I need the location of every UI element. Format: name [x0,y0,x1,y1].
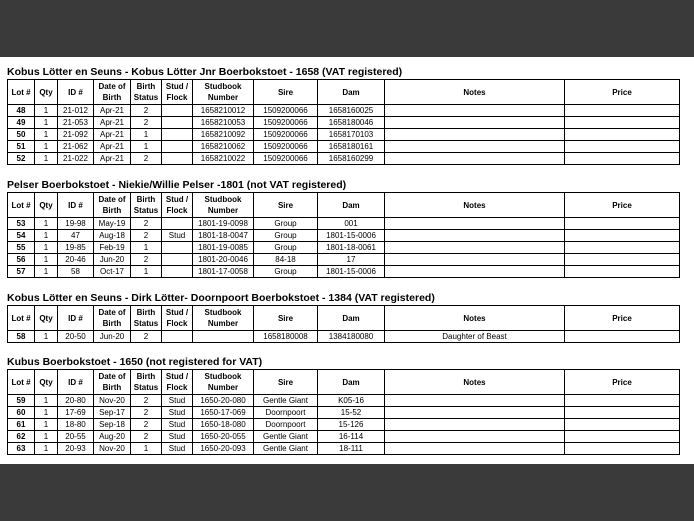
table-cell: 2 [131,407,162,419]
table-cell: 1 [131,141,162,153]
table-cell: 1658180046 [318,117,385,129]
table-cell [565,443,680,455]
table-cell [565,117,680,129]
table-cell: Nov-20 [94,443,131,455]
table-cell: 56 [8,254,35,266]
table-cell: 1658210022 [193,153,254,165]
column-header: ID # [58,370,94,395]
column-header: Qty [35,370,58,395]
table-cell: 1509200066 [254,117,318,129]
table-cell: Stud [162,407,193,419]
table-cell: 1 [35,331,58,343]
table-cell [193,331,254,343]
table-cell: 1 [35,153,58,165]
table-cell: 17 [318,254,385,266]
table-cell: 1509200066 [254,129,318,141]
table-cell: 1658160299 [318,153,385,165]
table-cell: 1 [131,266,162,278]
table-cell: 47 [58,230,94,242]
header-row [8,80,680,105]
table-cell: May-19 [94,218,131,230]
table-cell [565,395,680,407]
column-header: Qty [35,193,58,218]
column-header: Lot # [8,370,35,395]
table-cell [385,153,565,165]
table-cell: Group [254,266,318,278]
table-cell: Aug-18 [94,230,131,242]
table-cell [565,129,680,141]
table-cell: 1 [131,129,162,141]
lot-table [7,369,680,455]
table-cell: 21-022 [58,153,94,165]
table-cell: 1801-20-0046 [193,254,254,266]
table-cell: 2 [131,230,162,242]
table-cell: Sep-17 [94,407,131,419]
table-cell: 1509200066 [254,153,318,165]
table-cell: 52 [8,153,35,165]
table-cell: 001 [318,218,385,230]
table-cell: 1658210012 [193,105,254,117]
table-cell [385,407,565,419]
table-cell: 2 [131,117,162,129]
lot-row [8,218,680,230]
table-cell: 1 [35,443,58,455]
table-cell: 1801-19-0098 [193,218,254,230]
column-header: Studbook Number [193,370,254,395]
table-cell: 21-012 [58,105,94,117]
table-cell: 84-18 [254,254,318,266]
column-header: Sire [254,193,318,218]
table-cell: 21-092 [58,129,94,141]
column-header: Date of Birth [94,80,131,105]
table-cell: 1801-17-0058 [193,266,254,278]
table-cell [385,242,565,254]
table-cell [162,153,193,165]
table-cell: Doornpoort [254,419,318,431]
column-header: Dam [318,370,385,395]
table-cell: 1658160025 [318,105,385,117]
table-cell: 51 [8,141,35,153]
header-row [8,370,680,395]
lot-row [8,431,680,443]
table-cell [162,129,193,141]
column-header: ID # [58,193,94,218]
table-cell: 1 [35,230,58,242]
column-header: Price [565,306,680,331]
table-cell: 1 [35,431,58,443]
table-cell: 1801-15-0006 [318,266,385,278]
table-cell: 1801-19-0085 [193,242,254,254]
table-cell: 21-062 [58,141,94,153]
table-cell: 19-85 [58,242,94,254]
table-cell: 2 [131,395,162,407]
table-cell: Doornpoort [254,407,318,419]
lot-row [8,153,680,165]
table-cell: 1658210092 [193,129,254,141]
table-cell: 1658210053 [193,117,254,129]
table-cell: 15-52 [318,407,385,419]
table-cell: 18-111 [318,443,385,455]
table-cell [385,129,565,141]
column-header: Studbook Number [193,193,254,218]
column-header: Date of Birth [94,306,131,331]
table-cell [565,331,680,343]
column-header: Notes [385,80,565,105]
section-title: Kobus Lötter en Seuns - Dirk Lötter- Doornpoort Boerbokstoet - 1384 (VAT registered) [7,292,435,304]
table-cell: 17-69 [58,407,94,419]
table-cell: Nov-20 [94,395,131,407]
column-header: ID # [58,306,94,331]
lot-row [8,117,680,129]
table-cell: 57 [8,266,35,278]
table-cell: 21-053 [58,117,94,129]
lot-table [7,192,680,278]
table-cell: 1 [35,242,58,254]
table-cell: 55 [8,242,35,254]
table-cell [565,419,680,431]
catalogue-page [0,57,694,464]
table-cell [385,254,565,266]
column-header: Notes [385,370,565,395]
table-cell: 20-50 [58,331,94,343]
column-header: Date of Birth [94,193,131,218]
column-header: Price [565,80,680,105]
column-header: Birth Status [131,80,162,105]
lot-row [8,331,680,343]
table-cell: 20-46 [58,254,94,266]
lot-table [7,79,680,165]
table-cell: 2 [131,331,162,343]
table-cell: 58 [58,266,94,278]
table-cell: 1650-20-093 [193,443,254,455]
table-cell: Oct-17 [94,266,131,278]
table-cell: 1 [35,218,58,230]
table-cell [385,419,565,431]
table-cell: Group [254,218,318,230]
table-cell [565,254,680,266]
header-row [8,306,680,331]
table-cell [162,331,193,343]
table-cell: 16-114 [318,431,385,443]
column-header: Lot # [8,193,35,218]
table-cell [385,443,565,455]
table-cell: 61 [8,419,35,431]
section-title: Pelser Boerbokstoet - Niekie/Willie Pelser -1801 (not VAT registered) [7,179,347,191]
table-cell: 1 [35,129,58,141]
table-cell: Gentle Giant [254,443,318,455]
table-cell: 1801-15-0006 [318,230,385,242]
column-header: Sire [254,306,318,331]
table-cell: 49 [8,117,35,129]
section-title: Kubus Boerbokstoet - 1650 (not registered for VAT) [7,356,263,368]
table-cell: Apr-21 [94,141,131,153]
table-cell [565,153,680,165]
table-cell [385,218,565,230]
table-cell: Jun-20 [94,331,131,343]
table-cell: 1658170103 [318,129,385,141]
lot-row [8,242,680,254]
lot-row [8,141,680,153]
table-cell [162,141,193,153]
table-cell: 1658180008 [254,331,318,343]
column-header: Stud / Flock [162,193,193,218]
lot-table [7,305,680,343]
table-cell: 1 [131,443,162,455]
column-header: Birth Status [131,370,162,395]
table-cell: Apr-21 [94,105,131,117]
table-cell: K05-16 [318,395,385,407]
table-cell: Apr-21 [94,117,131,129]
table-cell: 1 [35,117,58,129]
column-header: Sire [254,80,318,105]
table-cell: 58 [8,331,35,343]
table-cell: Jun-20 [94,254,131,266]
table-cell [162,242,193,254]
table-cell: 1509200066 [254,141,318,153]
column-header: Dam [318,306,385,331]
table-cell [565,230,680,242]
table-cell: 1801-18-0047 [193,230,254,242]
table-cell: 60 [8,407,35,419]
column-header: Dam [318,193,385,218]
table-cell [565,431,680,443]
table-cell: 62 [8,431,35,443]
table-cell [162,266,193,278]
table-cell: 1 [35,395,58,407]
column-header: Dam [318,80,385,105]
column-header: Birth Status [131,193,162,218]
table-cell: 1658180161 [318,141,385,153]
table-cell: 2 [131,419,162,431]
table-cell: 19-98 [58,218,94,230]
table-cell: 20-55 [58,431,94,443]
table-cell: 1384180080 [318,331,385,343]
table-cell: 1 [35,254,58,266]
table-cell: 1 [131,242,162,254]
column-header: Lot # [8,80,35,105]
lot-row [8,129,680,141]
table-cell [385,266,565,278]
table-cell: Feb-19 [94,242,131,254]
lot-row [8,254,680,266]
table-cell: 1 [35,407,58,419]
table-cell: 2 [131,105,162,117]
table-cell: Stud [162,395,193,407]
table-cell [385,230,565,242]
table-cell: Apr-21 [94,129,131,141]
table-cell: 2 [131,218,162,230]
table-cell [385,105,565,117]
table-cell [385,431,565,443]
table-cell: 53 [8,218,35,230]
table-cell: 1 [35,105,58,117]
table-cell: 54 [8,230,35,242]
table-cell [385,141,565,153]
table-cell: 1650-18-080 [193,419,254,431]
column-header: Studbook Number [193,80,254,105]
table-cell: 59 [8,395,35,407]
lot-row [8,230,680,242]
table-cell [385,395,565,407]
lot-row [8,443,680,455]
column-header: Birth Status [131,306,162,331]
table-cell [565,242,680,254]
table-cell: 1 [35,266,58,278]
section-doornpoort [7,291,679,343]
table-cell [565,266,680,278]
table-cell: Group [254,230,318,242]
column-header: Stud / Flock [162,306,193,331]
table-cell: 1650-20-080 [193,395,254,407]
table-cell: 20-80 [58,395,94,407]
column-header: Stud / Flock [162,80,193,105]
table-cell: 1801-18-0061 [318,242,385,254]
column-header: Price [565,370,680,395]
table-cell: Stud [162,230,193,242]
table-cell: 1509200066 [254,105,318,117]
table-cell: 1 [35,419,58,431]
table-cell: 18-80 [58,419,94,431]
table-cell: 2 [131,431,162,443]
table-cell: 1650-17-069 [193,407,254,419]
lot-row [8,266,680,278]
table-cell: Gentle Giant [254,431,318,443]
table-cell: 50 [8,129,35,141]
table-cell: Daughter of Beast [385,331,565,343]
table-cell [162,117,193,129]
section-kubus [7,355,679,455]
header-row [8,193,680,218]
section-kobus-jnr [7,65,679,165]
column-header: Notes [385,306,565,331]
column-header: Notes [385,193,565,218]
table-cell: Apr-21 [94,153,131,165]
column-header: Qty [35,80,58,105]
table-cell: Sep-18 [94,419,131,431]
table-cell: Stud [162,431,193,443]
column-header: Sire [254,370,318,395]
section-pelser [7,178,679,278]
lot-row [8,407,680,419]
table-cell [565,218,680,230]
column-header: Studbook Number [193,306,254,331]
table-cell: Stud [162,419,193,431]
table-cell [162,105,193,117]
column-header: Qty [35,306,58,331]
table-cell: 20-93 [58,443,94,455]
table-cell [565,141,680,153]
table-cell: Stud [162,443,193,455]
column-header: Price [565,193,680,218]
lot-row [8,105,680,117]
table-cell: 2 [131,153,162,165]
table-cell: 15-126 [318,419,385,431]
table-cell: Gentle Giant [254,395,318,407]
table-cell [162,218,193,230]
table-cell [565,407,680,419]
table-cell [565,105,680,117]
table-cell: 1658210062 [193,141,254,153]
table-cell: 2 [131,254,162,266]
column-header: Date of Birth [94,370,131,395]
table-cell: Group [254,242,318,254]
table-cell: Aug-20 [94,431,131,443]
table-cell: 1650-20-055 [193,431,254,443]
table-cell: 63 [8,443,35,455]
column-header: Lot # [8,306,35,331]
lot-row [8,395,680,407]
column-header: ID # [58,80,94,105]
lot-row [8,419,680,431]
section-title: Kobus Lötter en Seuns - Kobus Lötter Jnr Boerbokstoet - 1658 (VAT registered) [7,66,403,78]
table-cell: 48 [8,105,35,117]
table-cell: 1 [35,141,58,153]
table-cell [385,117,565,129]
table-cell [162,254,193,266]
column-header: Stud / Flock [162,370,193,395]
